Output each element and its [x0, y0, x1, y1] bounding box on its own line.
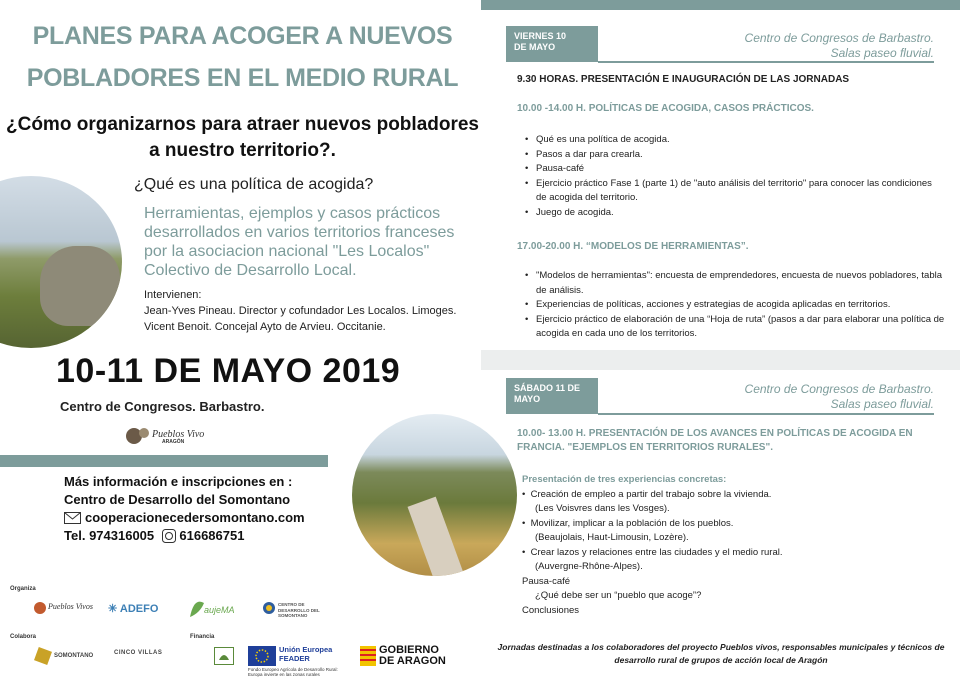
- main-title-line-2: POBLADORES EN EL MEDIO RURAL: [26, 64, 459, 92]
- experience-3-place: (Auvergne-Rhône-Alpes).: [535, 561, 643, 572]
- tools-line: desarrollados en varios territorios franceses: [144, 224, 455, 241]
- day1-label-box: [506, 26, 598, 62]
- gobierno-line-1: GOBIERNO: [379, 644, 439, 656]
- aragon-flag-icon: [360, 646, 376, 666]
- cedesor-text: CENTRO DE DESARROLLO DEL SOMONTANO: [278, 602, 320, 618]
- list-item: • Pasos a dar para crearla.: [536, 148, 942, 163]
- closing-question: ¿Qué debe ser un “pueblo que acoge”?: [535, 590, 702, 601]
- eu-subtext: [248, 667, 338, 677]
- experience-2-text: Movilizar, implicar a la población de los pueblos.: [530, 517, 734, 529]
- day2-block-title-line-2: FRANCIA. "EJEMPLOS EN TERRITORIOS RURALES".: [517, 442, 773, 453]
- tools-line: por la asociacion nacional "Les Localos": [144, 243, 430, 260]
- email-row: [64, 509, 305, 529]
- experience-2: • Movilizar, implicar a la población de los pueblos.: [522, 517, 734, 529]
- block1-title: 10.00 -14.00 H. POLÍTICAS DE ACOGIDA, CASOS PRÁCTICOS.: [517, 103, 814, 114]
- pueblos-vivos-sub: ARAGÓN: [162, 439, 185, 445]
- list-item: • Pausa-café: [536, 162, 942, 177]
- day2-label-box: [506, 378, 598, 414]
- whatsapp-number[interactable]: 616686751: [179, 528, 245, 543]
- day1-venue-line-1: Centro de Congresos de Barbastro.: [744, 31, 934, 45]
- day1-label-line-2: DE MAYO: [514, 42, 556, 52]
- village-road-photo: [352, 414, 517, 576]
- adefo-logo: ✳ ADEFO: [108, 603, 159, 615]
- pueblos-vivos-text: Pueblos Vivos: [48, 602, 93, 611]
- list-item: • Juego de acogida.: [536, 206, 942, 221]
- day1-rule: [598, 61, 934, 63]
- svg-text:Pueblos Vivos: Pueblos Vivos: [152, 429, 204, 440]
- day2-block-title: [517, 427, 913, 455]
- colabora-label: Colabora: [10, 634, 37, 640]
- footer-note: [484, 641, 958, 667]
- somontano-text: SOMONTANO: [54, 653, 94, 659]
- financia-label: Financia: [190, 634, 215, 640]
- list-item: • Ejercicio práctico Fase 1 (parte 1) de "auto análisis del territorio" para conocer las condiciones de acogida del territorio.: [536, 177, 942, 206]
- gobierno-aragon-text: [379, 645, 446, 667]
- whatsapp-icon: [162, 529, 176, 548]
- organiza-label: Organiza: [10, 586, 36, 592]
- block2-list: [522, 269, 947, 342]
- cinco-villas-logo: [114, 650, 184, 664]
- day2-rule: [598, 413, 934, 415]
- experience-3-text: Crear lazos y relaciones entre las ciudades y el medio rural.: [530, 546, 783, 558]
- experience-3: • Crear lazos y relaciones entre las ciudades y el medio rural.: [522, 546, 783, 558]
- leader-logo: [214, 647, 234, 665]
- tools-line: Herramientas, ejemplos y casos prácticos: [144, 205, 441, 222]
- gobierno-line-2: DE ARAGON: [379, 655, 446, 667]
- list-item: • "Modelos de herramientas": encuesta de emprendedores, encuesta de nuevos pobladores, tabla de análisis.: [536, 269, 947, 298]
- adefo-text: ADEFO: [119, 603, 159, 615]
- eu-flag-icon: [248, 646, 276, 666]
- eu-sub-2: Europa invierte en las zonas rurales: [248, 672, 320, 677]
- pueblos-vivos-logo: [32, 597, 94, 619]
- speakers-block: [144, 287, 456, 335]
- main-title-line-1: PLANES PARA ACOGER A NUEVOS: [32, 22, 453, 50]
- day2-block-title-line-1: 10.00- 13.00 H. PRESENTACIÓN DE LOS AVANCES EN POLÍTICAS DE ACOGIDA EN: [517, 428, 913, 439]
- list-item: • Experiencias de políticas, acciones y estrategias de acogida aplicadas en territorios.: [536, 298, 947, 313]
- footer-line-2: desarrollo rural de grupos de acción local de Aragón: [614, 655, 828, 665]
- experiences-subheading: Presentación de tres experiencias concretas:: [522, 474, 727, 485]
- section-separator-band: [481, 350, 960, 370]
- block1-list: [522, 133, 942, 220]
- phone-label: Tel.: [64, 528, 86, 543]
- list-item: • Ejercicio práctico de elaboración de una “Hoja de ruta” (pasos a dar para elaborar una política de acogida en cada uno de los territorios.: [536, 313, 947, 342]
- opening-session: 9.30 HORAS. PRESENTACIÓN E INAUGURACIÓN DE LAS JORNADAS: [517, 74, 850, 85]
- day2-experiences: [517, 473, 947, 618]
- day1-venue-line-2: Salas paseo fluvial.: [830, 46, 934, 60]
- day1-label-line-1: VIERNES 10: [514, 31, 567, 41]
- main-question-line-1: ¿Cómo organizarnos para atraer nuevos pobladores: [6, 114, 479, 135]
- day2-venue: [634, 382, 934, 412]
- day2-venue-line-2: Salas paseo fluvial.: [830, 397, 934, 411]
- day2-label-line-2: MAYO: [514, 394, 541, 404]
- pueblos-vivos-logo-main: [124, 423, 204, 449]
- speakers-label: Intervienen:: [144, 289, 202, 301]
- eu-text: [279, 645, 332, 663]
- info-organization: Centro de Desarrollo del Somontano: [64, 492, 291, 507]
- conclusions: Conclusiones: [522, 604, 580, 616]
- speaker: Vicent Benoit. Concejal Ayto de Arvieu. Occitanie.: [144, 321, 386, 333]
- eu-line-1: Unión Europea: [279, 645, 333, 654]
- top-accent-bar: [481, 0, 960, 10]
- experience-2-place: (Beaujolais, Haut-Limousin, Lozère).: [535, 532, 689, 543]
- eu-sub-1: Fondo Europeo Agrícola de Desarrollo Rural:: [248, 667, 338, 672]
- day2-label-line-1: SÁBADO 11 DE: [514, 383, 581, 393]
- adesho-logo: [186, 595, 236, 621]
- accent-divider: [0, 455, 328, 467]
- landscape-photo-rock: [0, 176, 122, 348]
- experience-1-place: (Les Voisvres dans les Vosges).: [535, 503, 670, 514]
- speaker: Jean-Yves Pineau. Director y cofundador Les Localos. Limoges.: [144, 305, 457, 317]
- coffee-break: Pausa-café: [522, 575, 571, 587]
- somontano-logo: [34, 645, 104, 669]
- sub-question: ¿Qué es una política de acogida?: [134, 176, 374, 193]
- day2-venue-line-1: Centro de Congresos de Barbastro.: [744, 382, 934, 396]
- phone-number[interactable]: 974316005: [89, 528, 155, 543]
- block2-title: 17.00-20.00 H. “MODELOS DE HERRAMIENTAS”.: [517, 241, 749, 252]
- tools-description: [144, 204, 484, 280]
- experience-1: • Creación de empleo a partir del trabajo sobre la vivienda.: [522, 488, 772, 500]
- info-heading: Más información e inscripciones en :: [64, 474, 293, 489]
- experience-1-text: Creación de empleo a partir del trabajo sobre la vivienda.: [530, 488, 772, 500]
- list-item: • Qué es una política de acogida.: [536, 133, 942, 148]
- cedesor-logo: [262, 600, 334, 616]
- tools-line: Colectivo de Desarrollo Local.: [144, 262, 357, 279]
- email-address[interactable]: cooperacionecedersomontano.com: [85, 510, 305, 525]
- phone-row: [64, 527, 244, 548]
- eu-line-2: FEADER: [279, 654, 310, 663]
- day1-venue: [634, 31, 934, 61]
- footer-line-1: Jornadas destinadas a los colaboradores del proyecto Pueblos vivos, responsables municipales y técnicos de: [497, 642, 945, 652]
- cinco-villas-text: CINCO VILLAS: [114, 650, 163, 656]
- event-date: 10-11 DE MAYO 2019: [56, 352, 401, 390]
- main-question-line-2: a nuestro territorio?.: [149, 140, 336, 161]
- event-venue: Centro de Congresos. Barbastro.: [60, 399, 265, 414]
- adesho-text: aujeMA: [204, 605, 235, 615]
